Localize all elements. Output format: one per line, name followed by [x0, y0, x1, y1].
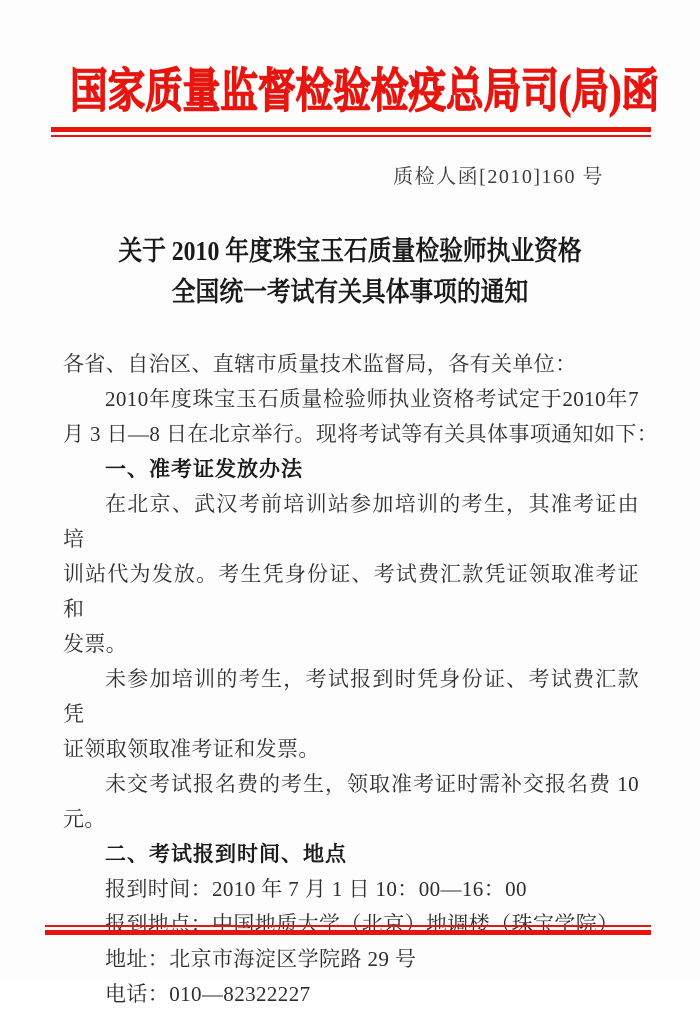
- section-heading-1: 一、准考证发放办法: [105, 457, 303, 481]
- letterhead-divider: [51, 127, 651, 137]
- subject-line-2: 全国统一考试有关具体事项的通知: [171, 277, 529, 307]
- body-line: 元。: [63, 807, 106, 831]
- body-line: 训站代为发放。考生凭身份证、考试费汇款凭证领取准考证和: [63, 562, 639, 621]
- address-line: 地址：北京市海淀区学院路 29 号: [105, 947, 417, 971]
- subject-line-1: 关于 2010 年度珠宝玉石质量检验师执业资格: [118, 236, 582, 266]
- body-line: 2010年度珠宝玉石质量检验师执业资格考试定于2010年7: [105, 387, 639, 411]
- section-heading-2: 二、考试报到时间、地点: [105, 842, 347, 866]
- letterhead-title: 国家质量监督检验检疫总局司(局)函: [70, 66, 660, 118]
- body-line: 证领取领取准考证和发票。: [63, 737, 320, 761]
- phone-line: 电话：010—82322227: [105, 982, 311, 1006]
- body-line: 发票。: [63, 632, 128, 656]
- body-line: 月 3 日—8 日在北京举行。现将考试等有关具体事项通知如下：: [63, 422, 659, 446]
- reference-number: 质检人函[2010]160 号: [393, 166, 604, 188]
- body-line: 未交考试报名费的考生，领取准考证时需补交报名费 10: [105, 772, 639, 796]
- document-body: [63, 347, 659, 1012]
- checkin-place-line: 报到地点：中国地质大学（北京）地调楼（珠宝学院）: [105, 912, 619, 936]
- checkin-time-line: 报到时间：2010 年 7 月 1 日 10：00—16：00: [105, 877, 527, 901]
- subject-title: [42, 231, 658, 313]
- body-line: 在北京、武汉考前培训站参加培训的考生，其准考证由培: [63, 492, 639, 551]
- footer-divider: [45, 925, 651, 935]
- body-line: 未参加培训的考生，考试报到时凭身份证、考试费汇款凭: [63, 667, 639, 726]
- salutation-line: 各省、自治区、直辖市质量技术监督局，各有关单位：: [63, 352, 577, 376]
